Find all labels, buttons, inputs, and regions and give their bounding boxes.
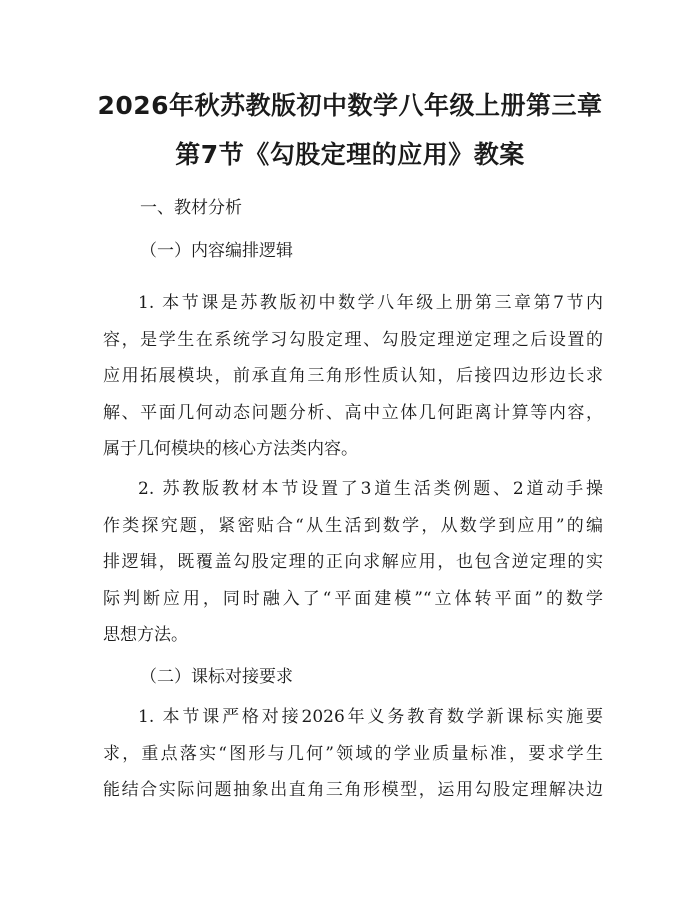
paragraph-line: 解、平面几何动态问题分析、高中立体几何距离计算等内容， [103, 402, 603, 423]
paragraph-line: 求，重点落实“图形与几何”领域的学业质量标准，要求学生 [103, 743, 603, 764]
subsection-heading-content-logic: （一）内容编排逻辑 [140, 241, 293, 261]
paragraph-line: 排逻辑，既覆盖勾股定理的正向求解应用，也包含逆定理的实 [103, 552, 603, 572]
paragraph-line: 应用拓展模块，前承直角三角形性质认知，后接四边形边长求 [103, 366, 603, 386]
paragraph-line: 际判断应用，同时融入了“平面建模”“立体转平面”的数学 [103, 588, 603, 609]
paragraph-line: 1. 本节课严格对接2026年义务教育数学新课标实施要 [138, 707, 603, 727]
section-heading-textbook-analysis: 一、教材分析 [140, 198, 242, 218]
document-title-line-2: 第7节《勾股定理的应用》教案 [175, 140, 525, 169]
paragraph-line: 思想方法。 [103, 625, 188, 645]
paragraph-line: 2. 苏教版教材本节设置了3道生活类例题、2道动手操 [138, 479, 603, 499]
paragraph-line: 容，是学生在系统学习勾股定理、勾股定理逆定理之后设置的 [103, 329, 603, 350]
paragraph-1 [103, 285, 603, 468]
paragraph-line: 属于几何模块的核心方法类内容。 [103, 439, 358, 459]
paragraph-2 [103, 471, 603, 654]
paragraph-line: 能结合实际问题抽象出直角三角形模型，运用勾股定理解决边 [103, 780, 603, 800]
paragraph-line: 1. 本节课是苏教版初中数学八年级上册第三章第7节内 [138, 293, 603, 313]
paragraph-line: 作类探究题，紧密贴合“从生活到数学，从数学到应用”的编 [103, 515, 603, 536]
subsection-heading-curriculum-standards: （二）课标对接要求 [140, 667, 293, 687]
paragraph-3 [103, 699, 603, 809]
document-title-line-1: 2026年秋苏教版初中数学八年级上册第三章 [97, 91, 603, 120]
